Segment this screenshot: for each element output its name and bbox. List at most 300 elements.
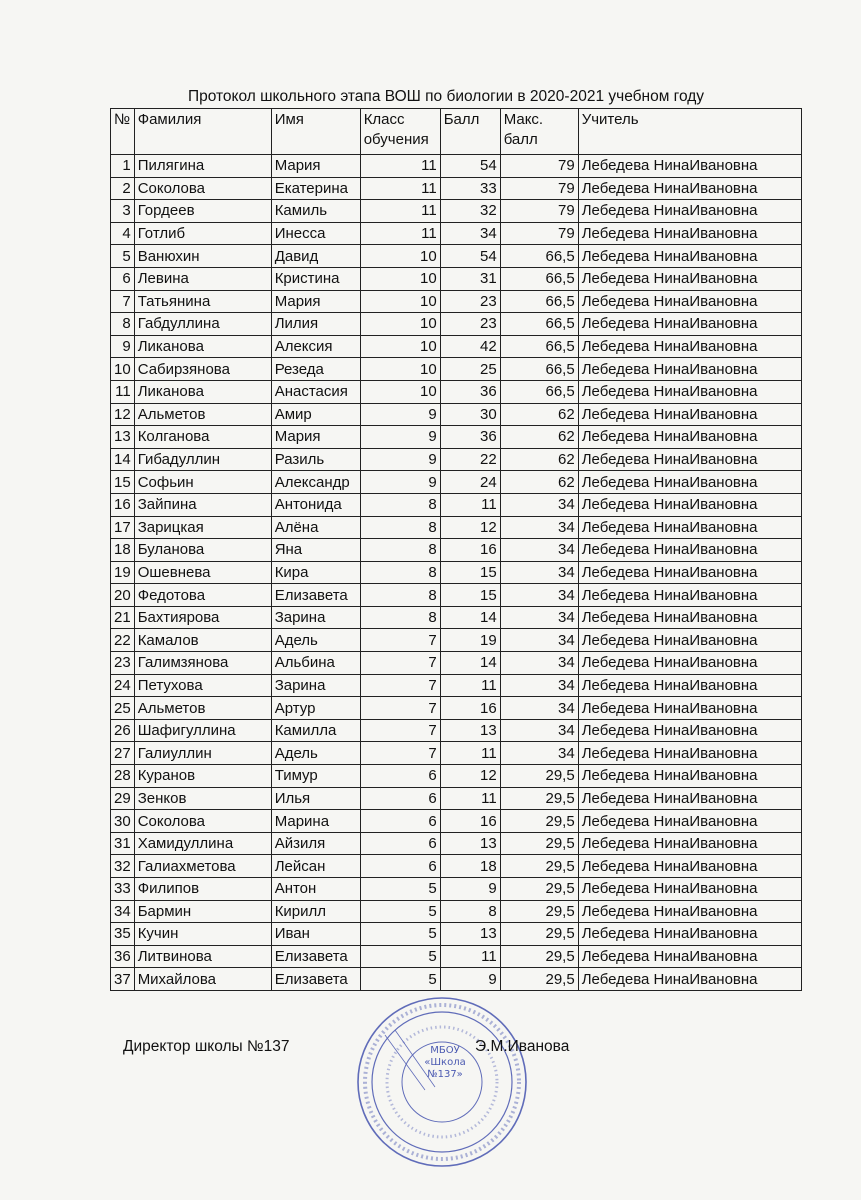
- surname-cell: Альметов: [134, 697, 271, 720]
- grade-cell: 8: [360, 584, 440, 607]
- teacher-cell: Лебедева НинаИвановна: [578, 561, 801, 584]
- row-number: 23: [111, 652, 135, 675]
- row-number: 33: [111, 878, 135, 901]
- table-row: [111, 245, 802, 268]
- name-cell: Анастасия: [271, 380, 360, 403]
- max-score-cell: 79: [500, 222, 578, 245]
- grade-cell: 10: [360, 358, 440, 381]
- max-score-cell: 29,5: [500, 900, 578, 923]
- name-cell: Камилла: [271, 719, 360, 742]
- surname-cell: Галиахметова: [134, 855, 271, 878]
- grade-cell: 6: [360, 787, 440, 810]
- teacher-cell: Лебедева НинаИвановна: [578, 177, 801, 200]
- table-row: [111, 267, 802, 290]
- table-row: [111, 222, 802, 245]
- row-number: 31: [111, 832, 135, 855]
- max-score-cell: 34: [500, 674, 578, 697]
- surname-cell: Готлиб: [134, 222, 271, 245]
- row-number: 3: [111, 200, 135, 223]
- row-number: 9: [111, 335, 135, 358]
- score-cell: 30: [440, 403, 500, 426]
- director-position: Директор школы №137: [123, 1038, 290, 1055]
- teacher-cell: Лебедева НинаИвановна: [578, 471, 801, 494]
- max-score-cell: 29,5: [500, 968, 578, 991]
- table-row: [111, 923, 802, 946]
- surname-cell: Гордеев: [134, 200, 271, 223]
- name-cell: Адель: [271, 629, 360, 652]
- row-number: 25: [111, 697, 135, 720]
- table-row: [111, 855, 802, 878]
- stamp-org: МБОУ: [430, 1045, 460, 1056]
- table-header-row: [111, 109, 802, 155]
- score-cell: 15: [440, 561, 500, 584]
- name-cell: Кирилл: [271, 900, 360, 923]
- max-score-cell: 66,5: [500, 358, 578, 381]
- score-cell: 42: [440, 335, 500, 358]
- score-cell: 11: [440, 742, 500, 765]
- name-cell: Мария: [271, 155, 360, 178]
- score-cell: 12: [440, 516, 500, 539]
- table-row: [111, 448, 802, 471]
- surname-cell: Ликанова: [134, 380, 271, 403]
- table-row: [111, 674, 802, 697]
- score-cell: 32: [440, 200, 500, 223]
- row-number: 21: [111, 606, 135, 629]
- row-number: 37: [111, 968, 135, 991]
- max-score-cell: 66,5: [500, 380, 578, 403]
- teacher-cell: Лебедева НинаИвановна: [578, 426, 801, 449]
- table-row: [111, 403, 802, 426]
- surname-cell: Пилягина: [134, 155, 271, 178]
- surname-cell: Петухова: [134, 674, 271, 697]
- teacher-cell: Лебедева НинаИвановна: [578, 267, 801, 290]
- max-score-cell: 29,5: [500, 765, 578, 788]
- max-score-cell: 66,5: [500, 335, 578, 358]
- table-row: [111, 155, 802, 178]
- results-table: [110, 108, 802, 991]
- director-name: Э.М.Иванова: [475, 1038, 570, 1055]
- grade-cell: 11: [360, 177, 440, 200]
- row-number: 12: [111, 403, 135, 426]
- header-no: №: [111, 109, 135, 155]
- grade-cell: 10: [360, 267, 440, 290]
- surname-cell: Левина: [134, 267, 271, 290]
- row-number: 27: [111, 742, 135, 765]
- row-number: 22: [111, 629, 135, 652]
- teacher-cell: Лебедева НинаИвановна: [578, 742, 801, 765]
- max-score-cell: 62: [500, 426, 578, 449]
- teacher-cell: Лебедева НинаИвановна: [578, 380, 801, 403]
- row-number: 24: [111, 674, 135, 697]
- row-number: 29: [111, 787, 135, 810]
- max-score-cell: 29,5: [500, 810, 578, 833]
- name-cell: Тимур: [271, 765, 360, 788]
- surname-cell: Галиуллин: [134, 742, 271, 765]
- table-row: [111, 652, 802, 675]
- name-cell: Кира: [271, 561, 360, 584]
- grade-cell: 7: [360, 697, 440, 720]
- teacher-cell: Лебедева НинаИвановна: [578, 629, 801, 652]
- document-title: Протокол школьного этапа ВОШ по биологии в 2020-2021 учебном году: [187, 88, 705, 105]
- max-score-cell: 34: [500, 561, 578, 584]
- score-cell: 11: [440, 787, 500, 810]
- surname-cell: Ванюхин: [134, 245, 271, 268]
- grade-cell: 10: [360, 380, 440, 403]
- max-score-cell: 66,5: [500, 267, 578, 290]
- surname-cell: Михайлова: [134, 968, 271, 991]
- grade-cell: 8: [360, 606, 440, 629]
- table-row: [111, 426, 802, 449]
- name-cell: Мария: [271, 290, 360, 313]
- max-score-cell: 29,5: [500, 832, 578, 855]
- surname-cell: Сабирзянова: [134, 358, 271, 381]
- row-number: 35: [111, 923, 135, 946]
- score-cell: 11: [440, 493, 500, 516]
- grade-cell: 6: [360, 832, 440, 855]
- max-score-cell: 79: [500, 177, 578, 200]
- grade-cell: 6: [360, 810, 440, 833]
- table-row: [111, 810, 802, 833]
- grade-cell: 6: [360, 855, 440, 878]
- surname-cell: Татьянина: [134, 290, 271, 313]
- row-number: 11: [111, 380, 135, 403]
- teacher-cell: Лебедева НинаИвановна: [578, 245, 801, 268]
- name-cell: Адель: [271, 742, 360, 765]
- name-cell: Лилия: [271, 313, 360, 336]
- max-score-cell: 34: [500, 516, 578, 539]
- max-score-cell: 34: [500, 742, 578, 765]
- table-row: [111, 787, 802, 810]
- score-cell: 36: [440, 426, 500, 449]
- name-cell: Иван: [271, 923, 360, 946]
- score-cell: 13: [440, 923, 500, 946]
- row-number: 32: [111, 855, 135, 878]
- grade-cell: 9: [360, 426, 440, 449]
- grade-cell: 9: [360, 471, 440, 494]
- score-cell: 54: [440, 155, 500, 178]
- grade-cell: 10: [360, 313, 440, 336]
- header-score: Балл: [440, 109, 500, 155]
- surname-cell: Зарицкая: [134, 516, 271, 539]
- grade-cell: 7: [360, 629, 440, 652]
- score-cell: 54: [440, 245, 500, 268]
- name-cell: Зарина: [271, 674, 360, 697]
- surname-cell: Зенков: [134, 787, 271, 810]
- teacher-cell: Лебедева НинаИвановна: [578, 832, 801, 855]
- teacher-cell: Лебедева НинаИвановна: [578, 900, 801, 923]
- name-cell: Амир: [271, 403, 360, 426]
- name-cell: Давид: [271, 245, 360, 268]
- surname-cell: Альметов: [134, 403, 271, 426]
- teacher-cell: Лебедева НинаИвановна: [578, 516, 801, 539]
- score-cell: 19: [440, 629, 500, 652]
- table-row: [111, 584, 802, 607]
- teacher-cell: Лебедева НинаИвановна: [578, 155, 801, 178]
- score-cell: 23: [440, 313, 500, 336]
- name-cell: Марина: [271, 810, 360, 833]
- table-row: [111, 493, 802, 516]
- surname-cell: Буланова: [134, 539, 271, 562]
- row-number: 1: [111, 155, 135, 178]
- max-score-cell: 29,5: [500, 855, 578, 878]
- surname-cell: Галимзянова: [134, 652, 271, 675]
- table-row: [111, 878, 802, 901]
- row-number: 10: [111, 358, 135, 381]
- teacher-cell: Лебедева НинаИвановна: [578, 923, 801, 946]
- table-row: [111, 742, 802, 765]
- surname-cell: Соколова: [134, 177, 271, 200]
- surname-cell: Ошевнева: [134, 561, 271, 584]
- name-cell: Елизавета: [271, 584, 360, 607]
- score-cell: 11: [440, 674, 500, 697]
- name-cell: Лейсан: [271, 855, 360, 878]
- name-cell: Разиль: [271, 448, 360, 471]
- teacher-cell: Лебедева НинаИвановна: [578, 878, 801, 901]
- name-cell: Кристина: [271, 267, 360, 290]
- teacher-cell: Лебедева НинаИвановна: [578, 674, 801, 697]
- grade-cell: 7: [360, 674, 440, 697]
- row-number: 13: [111, 426, 135, 449]
- grade-cell: 11: [360, 222, 440, 245]
- row-number: 15: [111, 471, 135, 494]
- name-cell: Елизавета: [271, 968, 360, 991]
- teacher-cell: Лебедева НинаИвановна: [578, 290, 801, 313]
- teacher-cell: Лебедева НинаИвановна: [578, 222, 801, 245]
- row-number: 34: [111, 900, 135, 923]
- name-cell: Алексия: [271, 335, 360, 358]
- max-score-cell: 29,5: [500, 945, 578, 968]
- score-cell: 9: [440, 878, 500, 901]
- teacher-cell: Лебедева НинаИвановна: [578, 358, 801, 381]
- table-row: [111, 200, 802, 223]
- stamp-text: [405, 1045, 485, 1081]
- table-row: [111, 177, 802, 200]
- surname-cell: Ликанова: [134, 335, 271, 358]
- surname-cell: Зайпина: [134, 493, 271, 516]
- score-cell: 13: [440, 719, 500, 742]
- max-score-cell: 34: [500, 629, 578, 652]
- max-score-cell: 29,5: [500, 878, 578, 901]
- grade-cell: 10: [360, 290, 440, 313]
- table-row: [111, 561, 802, 584]
- max-score-cell: 34: [500, 539, 578, 562]
- score-cell: 9: [440, 968, 500, 991]
- grade-cell: 9: [360, 448, 440, 471]
- school-seal-icon: [355, 995, 530, 1170]
- row-number: 16: [111, 493, 135, 516]
- teacher-cell: Лебедева НинаИвановна: [578, 787, 801, 810]
- row-number: 28: [111, 765, 135, 788]
- teacher-cell: Лебедева НинаИвановна: [578, 945, 801, 968]
- surname-cell: Литвинова: [134, 945, 271, 968]
- surname-cell: Кучин: [134, 923, 271, 946]
- max-score-cell: 29,5: [500, 923, 578, 946]
- name-cell: Алёна: [271, 516, 360, 539]
- surname-cell: Габдуллина: [134, 313, 271, 336]
- table-row: [111, 832, 802, 855]
- surname-cell: Куранов: [134, 765, 271, 788]
- score-cell: 16: [440, 810, 500, 833]
- table-row: [111, 380, 802, 403]
- max-score-cell: 79: [500, 155, 578, 178]
- teacher-cell: Лебедева НинаИвановна: [578, 606, 801, 629]
- row-number: 20: [111, 584, 135, 607]
- grade-cell: 10: [360, 245, 440, 268]
- surname-cell: Камалов: [134, 629, 271, 652]
- table-row: [111, 516, 802, 539]
- table-row: [111, 900, 802, 923]
- teacher-cell: Лебедева НинаИвановна: [578, 448, 801, 471]
- surname-cell: Бахтиярова: [134, 606, 271, 629]
- header-name: Имя: [271, 109, 360, 155]
- grade-cell: 5: [360, 878, 440, 901]
- name-cell: Елизавета: [271, 945, 360, 968]
- score-cell: 13: [440, 832, 500, 855]
- name-cell: Камиль: [271, 200, 360, 223]
- max-score-cell: 62: [500, 448, 578, 471]
- grade-cell: 8: [360, 561, 440, 584]
- grade-cell: 9: [360, 403, 440, 426]
- grade-cell: 7: [360, 719, 440, 742]
- score-cell: 33: [440, 177, 500, 200]
- max-score-cell: 66,5: [500, 290, 578, 313]
- surname-cell: Хамидуллина: [134, 832, 271, 855]
- row-number: 5: [111, 245, 135, 268]
- max-score-cell: 34: [500, 652, 578, 675]
- teacher-cell: Лебедева НинаИвановна: [578, 403, 801, 426]
- name-cell: Александр: [271, 471, 360, 494]
- table-row: [111, 606, 802, 629]
- grade-cell: 8: [360, 539, 440, 562]
- teacher-cell: Лебедева НинаИвановна: [578, 200, 801, 223]
- name-cell: Мария: [271, 426, 360, 449]
- header-teacher: Учитель: [578, 109, 801, 155]
- name-cell: Антон: [271, 878, 360, 901]
- surname-cell: Шафигуллина: [134, 719, 271, 742]
- name-cell: Екатерина: [271, 177, 360, 200]
- table-row: [111, 629, 802, 652]
- row-number: 14: [111, 448, 135, 471]
- max-score-cell: 34: [500, 606, 578, 629]
- row-number: 30: [111, 810, 135, 833]
- grade-cell: 5: [360, 900, 440, 923]
- teacher-cell: Лебедева НинаИвановна: [578, 539, 801, 562]
- grade-cell: 8: [360, 493, 440, 516]
- max-score-cell: 62: [500, 471, 578, 494]
- header-grade: Класс обучения: [360, 109, 440, 155]
- score-cell: 18: [440, 855, 500, 878]
- grade-cell: 5: [360, 968, 440, 991]
- max-score-cell: 34: [500, 584, 578, 607]
- table-row: [111, 290, 802, 313]
- table-row: [111, 697, 802, 720]
- grade-cell: 5: [360, 945, 440, 968]
- table-row: [111, 358, 802, 381]
- score-cell: 11: [440, 945, 500, 968]
- score-cell: 22: [440, 448, 500, 471]
- surname-cell: Бармин: [134, 900, 271, 923]
- grade-cell: 11: [360, 200, 440, 223]
- row-number: 7: [111, 290, 135, 313]
- name-cell: Инесса: [271, 222, 360, 245]
- row-number: 4: [111, 222, 135, 245]
- score-cell: 16: [440, 539, 500, 562]
- teacher-cell: Лебедева НинаИвановна: [578, 584, 801, 607]
- header-surname: Фамилия: [134, 109, 271, 155]
- surname-cell: Колганова: [134, 426, 271, 449]
- row-number: 8: [111, 313, 135, 336]
- teacher-cell: Лебедева НинаИвановна: [578, 719, 801, 742]
- teacher-cell: Лебедева НинаИвановна: [578, 697, 801, 720]
- score-cell: 23: [440, 290, 500, 313]
- grade-cell: 11: [360, 155, 440, 178]
- score-cell: 16: [440, 697, 500, 720]
- score-cell: 15: [440, 584, 500, 607]
- teacher-cell: Лебедева НинаИвановна: [578, 855, 801, 878]
- surname-cell: Федотова: [134, 584, 271, 607]
- score-cell: 12: [440, 765, 500, 788]
- max-score-cell: 62: [500, 403, 578, 426]
- grade-cell: 7: [360, 742, 440, 765]
- row-number: 36: [111, 945, 135, 968]
- score-cell: 8: [440, 900, 500, 923]
- row-number: 19: [111, 561, 135, 584]
- name-cell: Артур: [271, 697, 360, 720]
- grade-cell: 7: [360, 652, 440, 675]
- score-cell: 34: [440, 222, 500, 245]
- table-row: [111, 313, 802, 336]
- row-number: 6: [111, 267, 135, 290]
- teacher-cell: Лебедева НинаИвановна: [578, 335, 801, 358]
- table-row: [111, 945, 802, 968]
- max-score-cell: 79: [500, 200, 578, 223]
- teacher-cell: Лебедева НинаИвановна: [578, 493, 801, 516]
- table-row: [111, 719, 802, 742]
- grade-cell: 6: [360, 765, 440, 788]
- teacher-cell: Лебедева НинаИвановна: [578, 765, 801, 788]
- grade-cell: 5: [360, 923, 440, 946]
- score-cell: 31: [440, 267, 500, 290]
- max-score-cell: 34: [500, 719, 578, 742]
- grade-cell: 10: [360, 335, 440, 358]
- teacher-cell: Лебедева НинаИвановна: [578, 652, 801, 675]
- teacher-cell: Лебедева НинаИвановна: [578, 313, 801, 336]
- header-max-score: Макс. балл: [500, 109, 578, 155]
- surname-cell: Гибадуллин: [134, 448, 271, 471]
- grade-cell: 8: [360, 516, 440, 539]
- row-number: 17: [111, 516, 135, 539]
- teacher-cell: Лебедева НинаИвановна: [578, 810, 801, 833]
- row-number: 2: [111, 177, 135, 200]
- max-score-cell: 66,5: [500, 245, 578, 268]
- table-body: [111, 155, 802, 991]
- surname-cell: Софьин: [134, 471, 271, 494]
- name-cell: Илья: [271, 787, 360, 810]
- table-row: [111, 335, 802, 358]
- max-score-cell: 34: [500, 697, 578, 720]
- table-row: [111, 539, 802, 562]
- name-cell: Зарина: [271, 606, 360, 629]
- score-cell: 14: [440, 652, 500, 675]
- score-cell: 25: [440, 358, 500, 381]
- row-number: 18: [111, 539, 135, 562]
- name-cell: Резеда: [271, 358, 360, 381]
- name-cell: Айзиля: [271, 832, 360, 855]
- table-row: [111, 471, 802, 494]
- surname-cell: Соколова: [134, 810, 271, 833]
- row-number: 26: [111, 719, 135, 742]
- max-score-cell: 29,5: [500, 787, 578, 810]
